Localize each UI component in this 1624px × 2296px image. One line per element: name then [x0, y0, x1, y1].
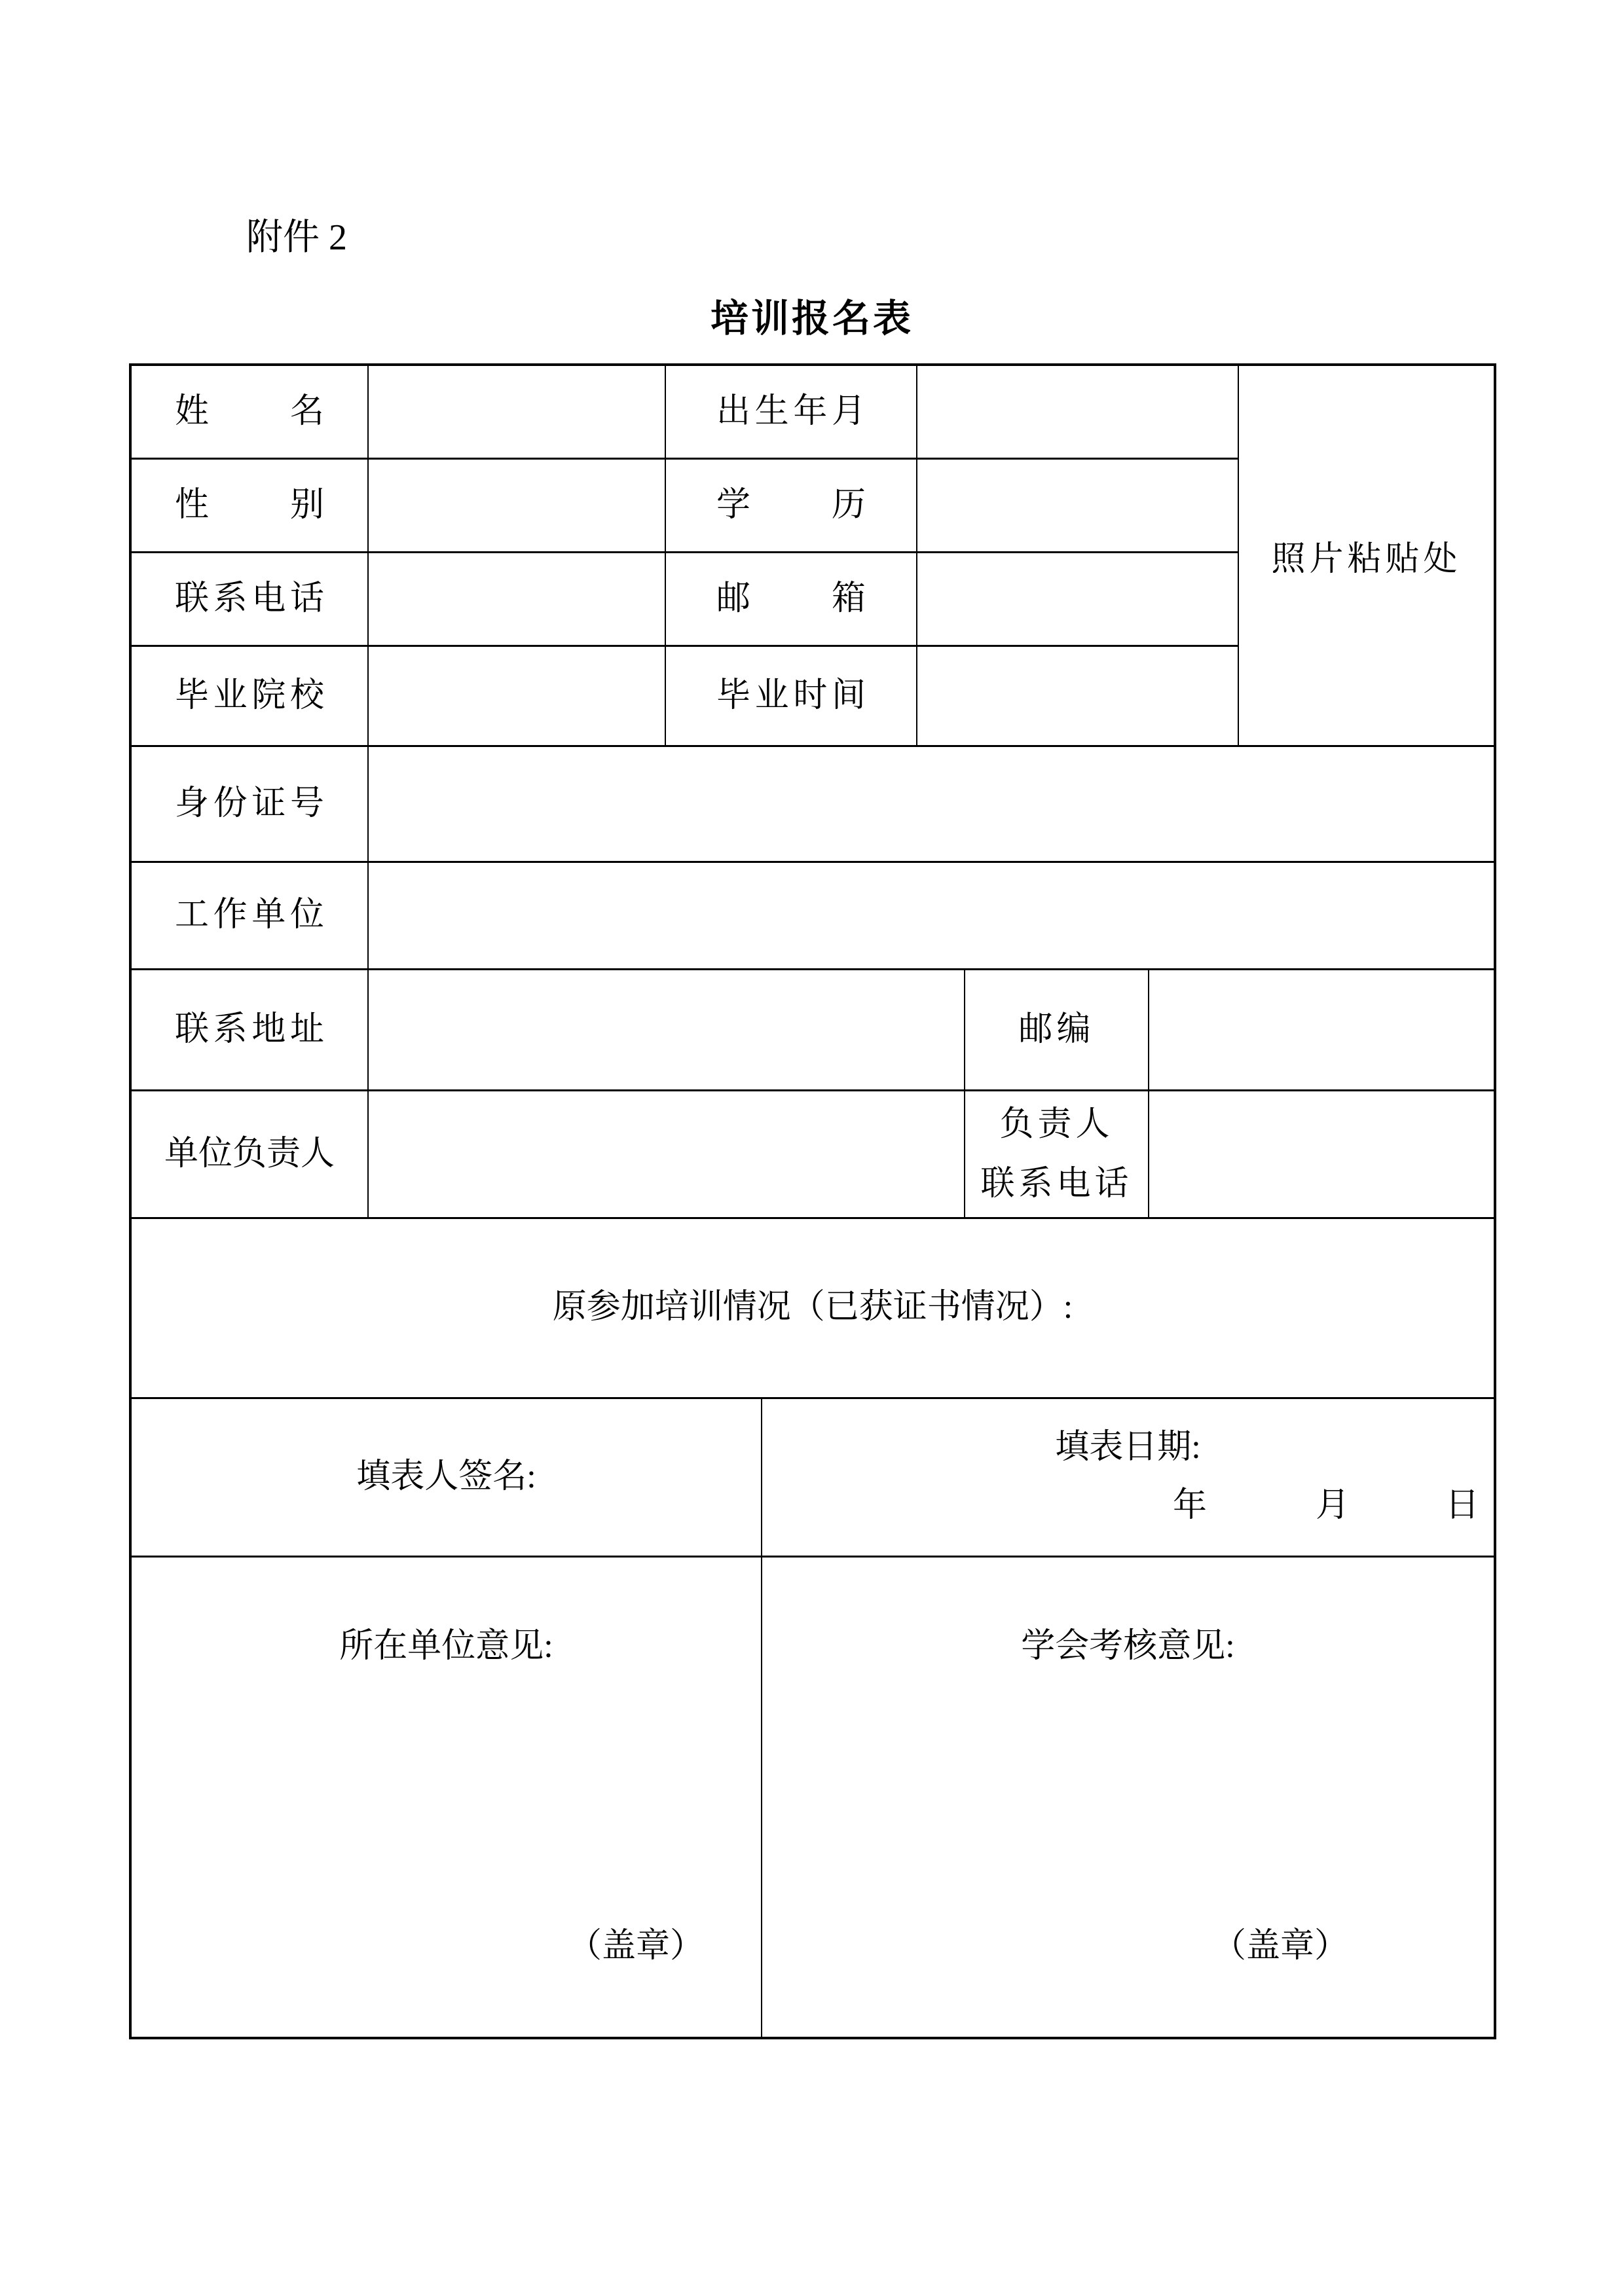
unit-opinion-label: 所在单位意见:	[339, 1628, 553, 1666]
gender-value-cell[interactable]	[368, 458, 665, 552]
graduation-time-label-cell	[665, 646, 917, 746]
fill-date-cell[interactable]	[762, 1398, 1495, 1556]
fill-date-ymd-line	[762, 1482, 1494, 1530]
unit-head-label-cell	[130, 1090, 368, 1218]
name-label: 姓名	[175, 392, 324, 430]
birth-date-label-cell	[665, 365, 917, 458]
head-phone-label-cell	[965, 1090, 1149, 1218]
birth-date-label: 出生年月	[716, 392, 866, 430]
society-opinion-label: 学会考核意见:	[1021, 1628, 1235, 1666]
row-unit-head	[130, 1090, 1495, 1218]
row-id-number	[130, 746, 1495, 862]
graduation-time-label: 毕业时间	[716, 676, 866, 714]
education-value-cell[interactable]	[917, 458, 1238, 552]
training-history-cell[interactable]	[130, 1218, 1495, 1398]
graduation-school-label-cell	[130, 646, 368, 746]
birth-date-value-cell[interactable]	[917, 365, 1238, 458]
name-label-cell	[130, 365, 368, 458]
day-label: 日	[1445, 1487, 1480, 1524]
photo-paste-area-cell[interactable]: 照片粘贴处	[1238, 365, 1495, 746]
row-address-postal	[130, 969, 1495, 1090]
signer-cell[interactable]	[130, 1398, 762, 1556]
email-label-cell	[665, 552, 917, 646]
email-value-cell[interactable]	[917, 552, 1238, 646]
graduation-school-label: 毕业院校	[175, 676, 324, 714]
head-phone-label-line2: 联系电话	[980, 1165, 1133, 1203]
education-label: 学历	[716, 486, 866, 524]
gender-label-cell	[130, 458, 368, 552]
attachment-label: 附件 2	[246, 217, 347, 258]
gender-label: 性别	[175, 486, 324, 524]
contact-phone-label: 联系电话	[175, 579, 324, 617]
row-name-birth	[130, 365, 1495, 458]
society-opinion-seal: （盖章）	[1212, 1927, 1349, 1965]
training-history-label: 原参加培训情况（已获证书情况）:	[552, 1288, 1073, 1326]
postal-code-value-cell[interactable]	[1149, 969, 1495, 1090]
education-label-cell	[665, 458, 917, 552]
month-label: 月	[1316, 1487, 1350, 1524]
signer-label: 填表人签名:	[356, 1457, 536, 1495]
email-label: 邮箱	[716, 579, 866, 617]
contact-phone-value-cell[interactable]	[368, 552, 665, 646]
head-phone-value-cell[interactable]	[1149, 1090, 1495, 1218]
row-training-history	[130, 1218, 1495, 1398]
id-number-label-cell	[130, 746, 368, 862]
graduation-time-value-cell[interactable]	[917, 646, 1238, 746]
id-number-label: 身份证号	[175, 784, 324, 822]
graduation-school-value-cell[interactable]	[368, 646, 665, 746]
work-unit-label: 工作单位	[175, 896, 324, 934]
name-value-cell[interactable]	[368, 365, 665, 458]
contact-address-label-cell	[130, 969, 368, 1090]
work-unit-value-cell[interactable]	[368, 862, 1495, 969]
fill-date-label: 填表日期:	[1055, 1429, 1201, 1467]
unit-head-label: 单位负责人	[164, 1135, 335, 1173]
contact-phone-label-cell	[130, 552, 368, 646]
unit-opinion-seal: （盖章）	[567, 1927, 704, 1965]
society-opinion-cell[interactable]	[762, 1556, 1495, 2038]
registration-form-table	[129, 363, 1496, 2039]
head-phone-label-line1: 负责人	[999, 1105, 1114, 1143]
id-number-value-cell[interactable]	[368, 746, 1495, 862]
unit-opinion-cell[interactable]	[130, 1556, 762, 2038]
row-work-unit	[130, 862, 1495, 969]
row-signature-date	[130, 1398, 1495, 1556]
year-label: 年	[1172, 1487, 1207, 1524]
row-opinions	[130, 1556, 1495, 2038]
contact-address-value-cell[interactable]	[368, 969, 965, 1090]
postal-code-label-cell: 邮编	[965, 969, 1149, 1090]
page-title: 培训报名表	[710, 297, 913, 340]
contact-address-label: 联系地址	[175, 1010, 324, 1048]
unit-head-value-cell[interactable]	[368, 1090, 965, 1218]
work-unit-label-cell	[130, 862, 368, 969]
